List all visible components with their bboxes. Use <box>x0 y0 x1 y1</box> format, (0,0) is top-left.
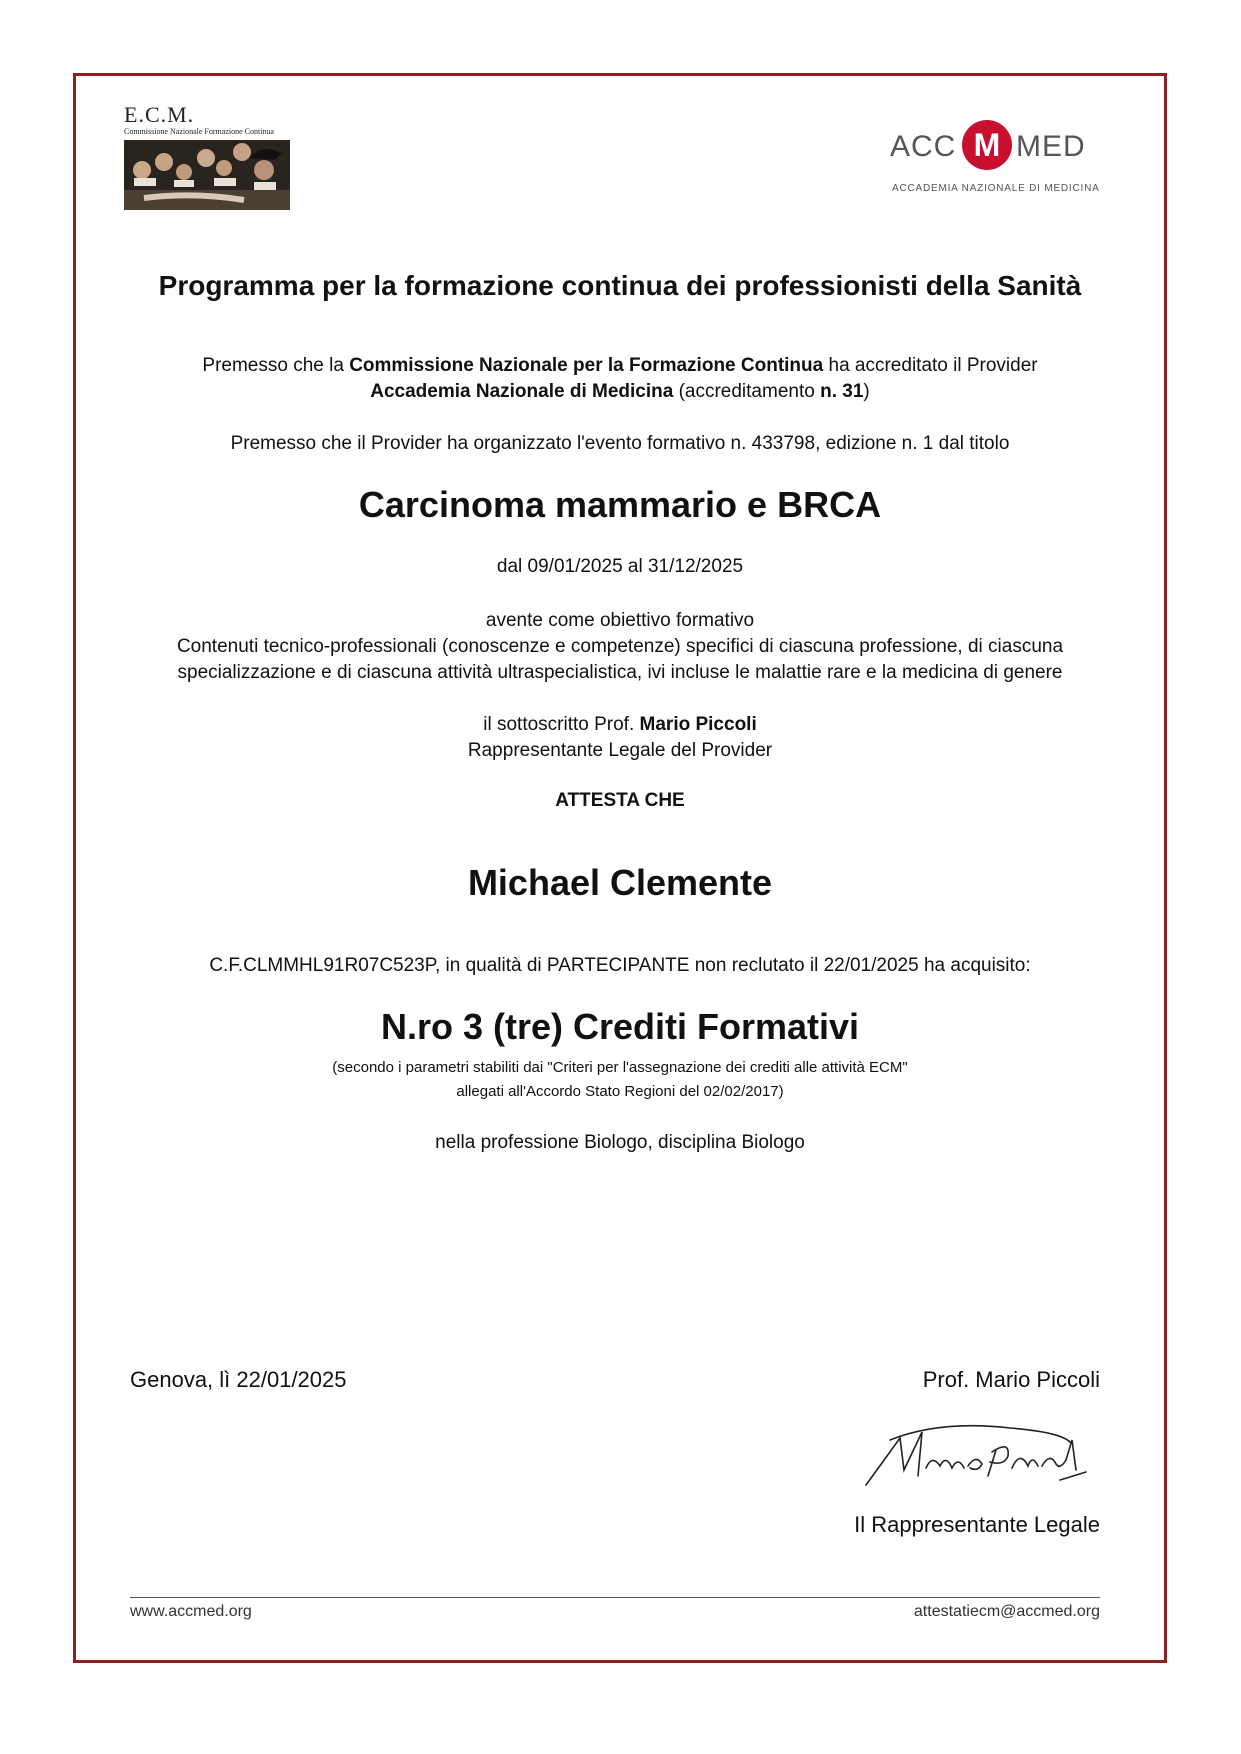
accreditation-post: ) <box>863 381 870 402</box>
premise1-text-mid: ha accreditato il Provider <box>823 355 1038 376</box>
website-link[interactable]: www.accmed.org <box>130 1603 252 1620</box>
credits-awarded: N.ro 3 (tre) Crediti Formativi <box>380 1006 860 1047</box>
objective-line-2: specializzazione e di ciascuna attività ultraspecialistica, ivi incluse le malattie rare e la medicina di genere <box>177 662 1063 683</box>
accmed-logo-mark: M <box>962 120 1012 170</box>
objective-line-1: Contenuti tecnico-professionali (conoscenze e competenze) specifici di ciascuna professione, di ciascuna <box>176 636 1064 657</box>
place-date: Genova, lì 22/01/2025 <box>130 1367 347 1392</box>
accmed-logo-right: MED <box>1016 130 1086 163</box>
undersigned <box>73 712 1167 764</box>
premise-event: Premesso che il Provider ha organizzato l'evento formativo n. 433798, edizione n. 1 dal titolo <box>230 433 1010 454</box>
email-link[interactable]: attestatiecm@accmed.org <box>913 1603 1100 1620</box>
event-dates: dal 09/01/2025 al 31/12/2025 <box>496 556 744 577</box>
training-objective <box>73 608 1167 686</box>
credit-criteria <box>73 1056 1167 1104</box>
premise1-text: Premesso che la <box>202 355 350 376</box>
premise-accreditation <box>73 353 1167 405</box>
legal-representative: Il Rappresentante Legale <box>854 1512 1100 1537</box>
participant-details: C.F.CLMMHL91R07C523P, in qualità di PARTECIPANTE non reclutato il 22/01/2025 ha acquisito: <box>209 955 1031 976</box>
footer-divider <box>130 1597 1100 1598</box>
handwritten-signature <box>860 1410 1100 1500</box>
accmed-logo <box>890 120 1100 200</box>
objective-intro: avente come obiettivo formativo <box>485 610 755 631</box>
event-title: Carcinoma mammario e BRCA <box>358 484 882 525</box>
accreditation-pre: (accreditamento <box>673 381 821 402</box>
attests-heading: ATTESTA CHE <box>555 790 685 811</box>
program-title: Programma per la formazione continua dei professionisti della Sanità <box>158 270 1082 301</box>
undersigned-pre: il sottoscritto Prof. <box>483 714 640 735</box>
participant-name: Michael Clemente <box>467 862 773 903</box>
criteria-line-1: (secondo i parametri stabiliti dai "Criteri per l'assegnazione dei crediti alle attività ECM" <box>332 1059 908 1076</box>
accreditation-number: n. 31 <box>820 381 864 402</box>
ecm-logo-subtitle: Commissione Nazionale Formazione Continua <box>124 127 274 136</box>
commission-name: Commissione Nazionale per la Formazione Continua <box>349 355 824 376</box>
signer-name: Prof. Mario Piccoli <box>922 1367 1100 1392</box>
profession: nella professione Biologo, disciplina Biologo <box>435 1132 805 1153</box>
undersigned-name: Mario Piccoli <box>639 714 757 735</box>
undersigned-role: Rappresentante Legale del Provider <box>467 740 773 761</box>
ecm-logo-painting <box>124 140 290 210</box>
accmed-logo-subtitle: ACCADEMIA NAZIONALE DI MEDICINA <box>892 183 1100 194</box>
criteria-line-2: allegati all'Accordo Stato Regioni del 02/02/2017) <box>456 1083 784 1100</box>
ecm-logo-title: E.C.M. <box>124 102 195 127</box>
accmed-logo-left: ACC <box>890 130 957 163</box>
provider-name: Accademia Nazionale di Medicina <box>370 381 674 402</box>
